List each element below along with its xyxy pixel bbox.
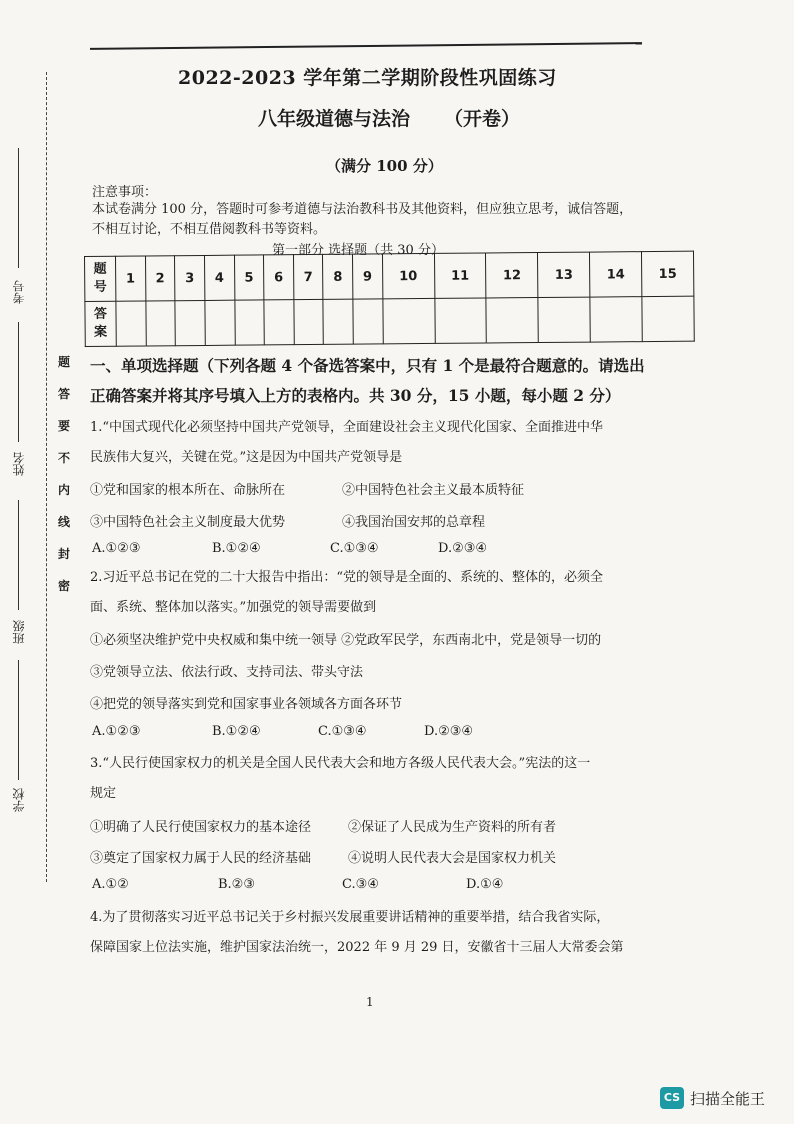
q2-choice-d: D.②③④: [424, 724, 474, 739]
answer-cell[interactable]: [205, 300, 235, 345]
answer-table-number-row: [85, 251, 694, 301]
exam-number-blank[interactable]: [18, 148, 19, 268]
exam-subject: [258, 104, 658, 131]
q1-option-2: ②中国特色社会主义最本质特征: [342, 483, 525, 498]
number-cell: 2: [145, 256, 175, 301]
question-4-stem: [90, 903, 650, 963]
part1-title: 第一部分 选择题（共 30 分）: [272, 243, 444, 258]
q2-option-3: ③党领导立法、依法行政、支持司法、带头守法: [90, 665, 364, 680]
number-cell: 12: [486, 253, 538, 298]
answer-cell[interactable]: [538, 297, 590, 342]
answer-cell[interactable]: [175, 300, 205, 345]
number-cell: 3: [175, 255, 205, 300]
number-cell: 7: [293, 254, 323, 299]
exam-number-label: 考号: [12, 280, 26, 304]
notes-body: [92, 200, 642, 240]
answer-cell[interactable]: [434, 298, 486, 343]
q2-choice-c: C.①③④: [318, 724, 367, 739]
subject-note: （开卷）: [444, 108, 521, 130]
top-rule: [90, 42, 642, 50]
school-label: 学校: [12, 788, 26, 812]
stem-line: 规定: [90, 786, 117, 801]
q3-choice-d: D.①④: [466, 877, 504, 892]
school-blank[interactable]: [18, 660, 19, 780]
answer-header: 答案: [85, 301, 116, 346]
q2-choice-a: A.①②③: [92, 724, 141, 739]
section-line-1: 一、单项选择题（下列各题 4 个备选答案中，只有 1 个是最符合题意的。请选出: [90, 356, 645, 375]
answer-table: [84, 251, 695, 347]
answer-cell[interactable]: [234, 300, 264, 345]
q3-choice-a: A.①②: [92, 877, 129, 892]
number-cell: 6: [264, 255, 294, 300]
q1-option-3: ③中国特色社会主义制度最大优势: [90, 515, 286, 530]
binding-line: [46, 72, 47, 882]
number-cell: 10: [382, 253, 434, 298]
section-instructions: [90, 351, 650, 411]
number-cell: 14: [590, 252, 642, 297]
q2-choice-b: B.①②④: [212, 724, 261, 739]
seal-char: 要: [57, 419, 70, 433]
number-cell: 11: [434, 253, 486, 298]
page-number: 1: [366, 995, 374, 1009]
seal-char: 内: [57, 483, 70, 497]
q1-choice-a: A.①②③: [92, 541, 141, 556]
name-label: 姓名: [12, 452, 26, 476]
number-cell: 4: [204, 255, 234, 300]
answer-cell[interactable]: [294, 299, 324, 344]
name-blank[interactable]: [18, 322, 19, 442]
full-score: （满分 100 分）: [326, 157, 443, 175]
subject-name: 八年级道德与法治: [258, 108, 411, 130]
notes-heading: 注意事项：: [92, 185, 158, 200]
q1-option-4: ④我国治国安邦的总章程: [342, 515, 486, 530]
stem-line: 保障国家上位法实施，维护国家法治统一，2022 年 9 月 29 日，安徽省十三届人大常委会第: [90, 940, 624, 955]
q2-option-4: ④把党的领导落实到党和国家事业各领域各方面各环节: [90, 697, 403, 712]
answer-cell[interactable]: [146, 301, 176, 346]
question-3-stem: [90, 749, 650, 809]
watermark-text: 扫描全能王: [690, 1089, 766, 1108]
q3-option-4: ④说明人民代表大会是国家权力机关: [348, 851, 557, 866]
answer-cell[interactable]: [264, 300, 294, 345]
notes-line-1: 本试卷满分 100 分，答题时可参考道德与法治教科书及其他资料，但应独立思考，诚信答题，: [92, 202, 633, 217]
q1-choice-d: D.②③④: [438, 541, 488, 556]
exam-title: 2022-2023 学年第二学期阶段性巩固练习: [178, 67, 557, 89]
answer-cell[interactable]: [323, 299, 353, 344]
answer-cell[interactable]: [353, 299, 383, 344]
q1-choice-b: B.①②④: [212, 541, 261, 556]
answer-cell[interactable]: [486, 298, 538, 343]
number-cell: 13: [538, 252, 590, 297]
class-blank[interactable]: [18, 500, 19, 610]
number-cell: 15: [641, 251, 693, 296]
answer-cell[interactable]: [642, 296, 694, 341]
seal-char: 答: [57, 387, 70, 401]
q1-option-1: ①党和国家的根本所在、命脉所在: [90, 483, 286, 498]
section-line-2: 正确答案并将其序号填入上方的表格内。共 30 分，15 小题，每小题 2 分）: [90, 386, 621, 405]
q3-choice-b: B.②③: [218, 877, 255, 892]
q3-choice-c: C.③④: [342, 877, 379, 892]
stem-line: 2.习近平总书记在党的二十大报告中指出：“党的领导是全面的、系统的、整体的，必须全: [90, 570, 604, 585]
answer-cell[interactable]: [116, 301, 146, 346]
question-1-stem: [90, 413, 650, 473]
number-cell: 9: [352, 254, 382, 299]
stem-line: 4.为了贯彻落实习近平总书记关于乡村振兴发展重要讲话精神的重要举措，结合我省实际，: [90, 910, 610, 925]
stem-line: 3.“人民行使国家权力的机关是全国人民代表大会和地方各级人民代表大会。”宪法的这一: [90, 756, 591, 771]
answer-cell[interactable]: [383, 298, 435, 343]
seal-char: 密: [57, 579, 70, 593]
q1-choice-c: C.①③④: [330, 541, 379, 556]
q3-option-3: ③奠定了国家权力属于人民的经济基础: [90, 851, 312, 866]
stem-line: 面、系统、整体加以落实。”加强党的领导需要做到: [90, 600, 377, 615]
seal-char: 题: [57, 355, 70, 369]
number-cell: 5: [234, 255, 264, 300]
question-number-header: 题号: [85, 256, 116, 301]
stem-line: 民族伟大复兴，关键在党。”这是因为中国共产党领导是: [90, 450, 403, 465]
q3-option-1: ①明确了人民行使国家权力的基本途径: [90, 820, 312, 835]
number-cell: 8: [323, 254, 353, 299]
class-label: 班级: [12, 620, 26, 644]
seal-char: 封: [57, 547, 70, 561]
seal-char: 不: [57, 451, 70, 465]
notes-line-2: 不相互讨论，不相互借阅教科书等资料。: [92, 222, 327, 237]
number-cell: 1: [116, 256, 146, 301]
question-2-stem: [90, 563, 650, 623]
seal-char: 线: [57, 515, 70, 529]
camscanner-logo-icon: CS: [660, 1087, 684, 1109]
seal-line-notice: [54, 352, 74, 608]
stem-line: 1.“中国式现代化必须坚持中国共产党领导，全面建设社会主义现代化国家、全面推进中华: [90, 420, 604, 435]
answer-table-answer-row: [85, 296, 694, 346]
scanner-watermark: [660, 1087, 765, 1109]
answer-cell[interactable]: [590, 297, 642, 342]
q2-option-1-2: ①必须坚决维护党中央权威和集中统一领导 ②党政军民学，东西南北中，党是领导一切的: [90, 633, 602, 648]
q3-option-2: ②保证了人民成为生产资料的所有者: [348, 820, 557, 835]
